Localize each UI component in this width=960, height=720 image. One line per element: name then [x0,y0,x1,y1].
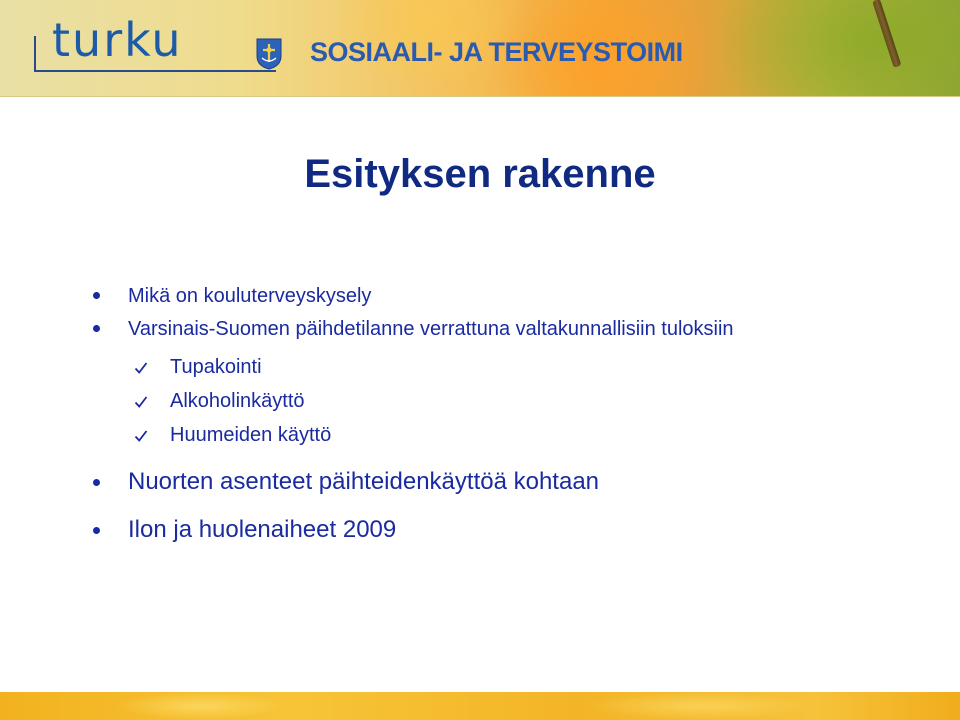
checkmark-icon [134,429,148,443]
list-item: Ilon ja huolenaiheet 2009 [128,516,397,543]
list-item: Huumeiden käyttö [170,424,332,446]
list-item: Varsinais-Suomen päihdetilanne verrattuna valtakunnallisiin tuloksiin [128,318,734,340]
bullet-marker [93,479,100,486]
list-item: Mikä on kouluterveyskysely [128,285,372,307]
list-item: Tupakointi [170,356,262,378]
slide-title: Esityksen rakenne [304,152,656,196]
bullet-marker [93,527,100,534]
organization-name: SOSIAALI- JA TERVEYSTOIMI [310,37,683,67]
checkmark-icon [134,395,148,409]
list-item: Alkoholinkäyttö [170,390,305,412]
bullet-marker [93,325,100,332]
footer-band [0,692,960,720]
bullet-marker [93,292,100,299]
checkmark-icon [134,361,148,375]
turku-logo: turku [52,13,183,67]
list-item: Nuorten asenteet päihteidenkäyttöä kohtaan [128,468,600,495]
